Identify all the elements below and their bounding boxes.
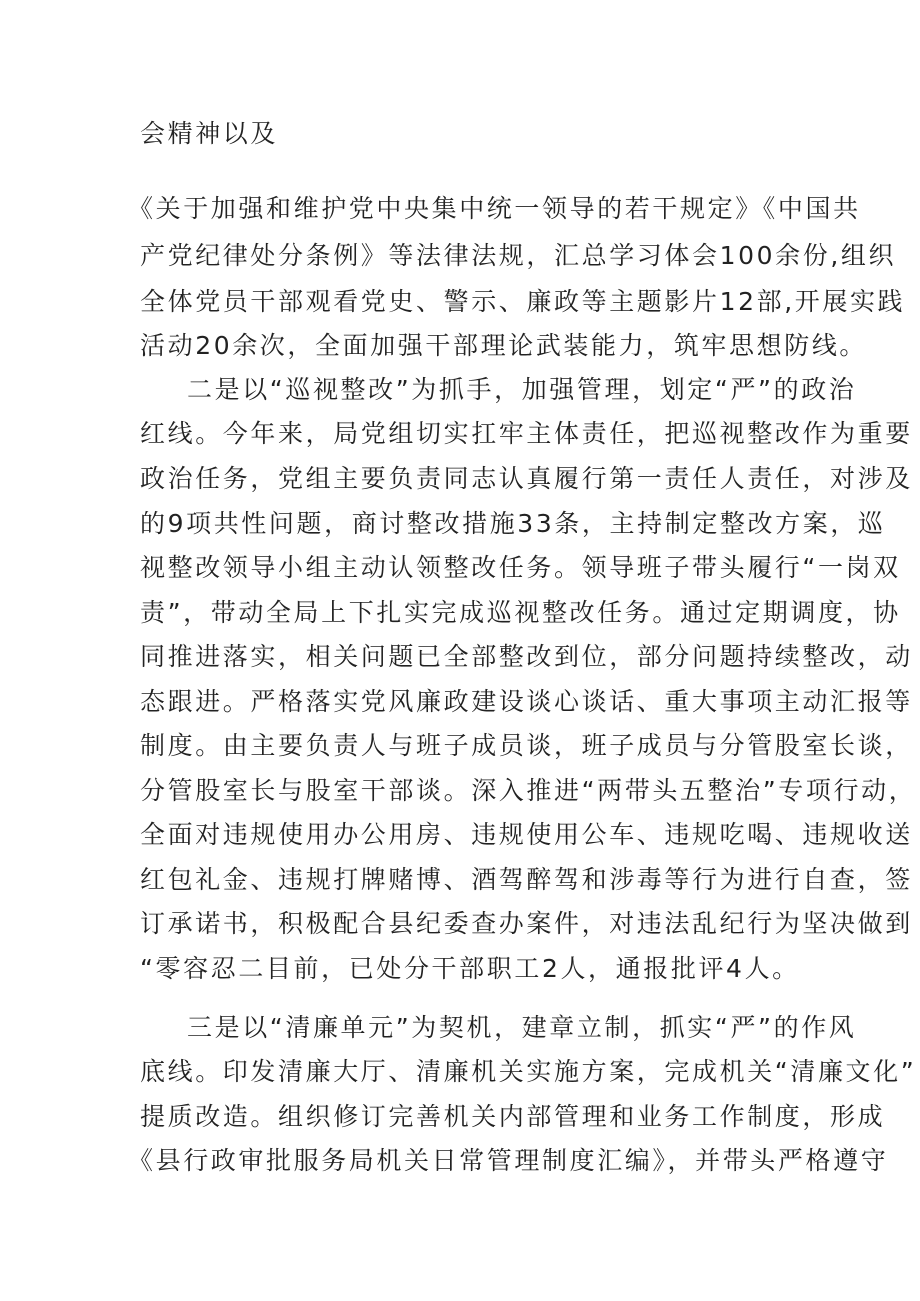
paragraph-2-line-1: 二是以“巡视整改”为抓手，加强管理，划定“严”的政治 [187,375,857,404]
paragraph-1-line-1: 《关于加强和维护党中央集中统一领导的若干规定》《中国共 [128,194,861,223]
paragraph-2-line-4: 的9项共性问题，商讨整改措施33条，主持制定整改方案，巡 [140,509,886,538]
paragraph-2-line-6: 责”，带动全局上下扎实完成巡视整改任务。通过定期调度，协 [140,598,901,627]
paragraph-1-line-4: 活动20余次，全面加强干部理论武装能力，筑牢思想防线。 [140,331,868,360]
paragraph-3-line-1: 三是以“清廉单元”为契机，建章立制，抓实“严”的作风 [187,1013,857,1042]
paragraph-2-line-14: “零容忍二目前，已处分干部职工2人，通报批评4人。 [140,954,800,983]
paragraph-3-line-4: 《县行政审批服务局机关日常管理制度汇编》，并带头严格遵守 [128,1146,889,1175]
fragment-line: 会精神以及 [140,119,279,148]
paragraph-2-line-11: 全面对违规使用办公用房、违规使用公车、违规吃喝、违规收送 [140,820,913,849]
paragraph-3-line-2: 底线。印发清廉大厅、清廉机关实施方案，完成机关“清廉文化” [140,1057,917,1086]
paragraph-2-line-13: 订承诺书，积极配合县纪委查办案件，对违法乱纪行为坚决做到 [140,909,913,938]
paragraph-2-line-7: 同推进落实，相关问题已全部整改到位，部分问题持续整改，动 [140,642,913,671]
paragraph-2-line-5: 视整改领导小组主动认领整改任务。领导班子带头履行“一岗双 [140,553,901,582]
paragraph-2-line-3: 政治任务，党组主要负责同志认真履行第一责任人责任，对涉及 [140,464,913,493]
paragraph-2-line-2: 红线。今年来，局党组切实扛牢主体责任，把巡视整改作为重要 [140,419,913,448]
paragraph-2-line-12: 红包礼金、违规打牌赌博、酒驾醉驾和涉毒等行为进行自查，签 [140,865,913,894]
paragraph-3-line-3: 提质改造。组织修订完善机关内部管理和业务工作制度，形成 [140,1102,886,1131]
paragraph-2-line-9: 制度。由主要负责人与班子成员谈，班子成员与分管股室长谈， [140,731,913,760]
paragraph-2-line-8: 态跟进。严格落实党风廉政建设谈心谈话、重大事项主动汇报等 [140,687,913,716]
paragraph-1-line-2: 产党纪律处分条例》等法律法规，汇总学习体会100余份,组织 [140,241,897,270]
paragraph-2-line-10: 分管股室长与股室干部谈。深入推进“两带头五整治”专项行动， [140,776,917,805]
paragraph-1-line-3: 全体党员干部观看党史、警示、廉政等主题影片12部,开展实践 [140,287,906,316]
